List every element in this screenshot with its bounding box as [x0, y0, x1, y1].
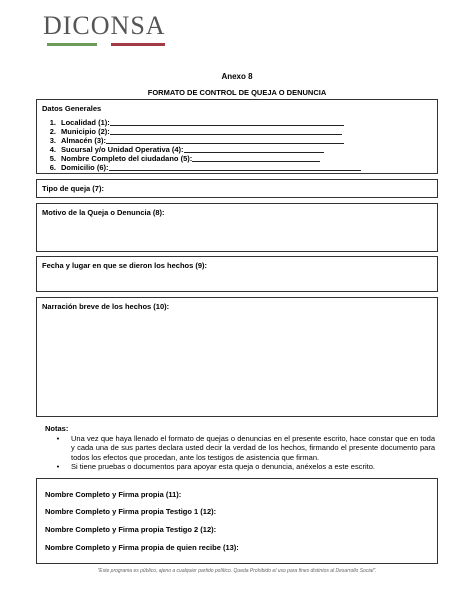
- logo-bars: [47, 43, 173, 46]
- almacen-field[interactable]: [106, 136, 344, 144]
- bullet-icon: •: [56, 461, 60, 471]
- sucursal-field[interactable]: [184, 145, 324, 153]
- signature-self[interactable]: Nombre Completo y Firma propia (11):: [45, 490, 182, 499]
- field-label: Localidad (1):: [61, 118, 110, 127]
- logo-text: DICONSA: [43, 11, 166, 40]
- signature-witness-1[interactable]: Nombre Completo y Firma propia Testigo 1 (12):: [45, 507, 217, 516]
- complaint-reason-box[interactable]: [36, 203, 438, 252]
- field-number: 5.: [49, 154, 56, 163]
- note-item: [45, 434, 435, 462]
- field-label: Domicilio (6):: [61, 163, 109, 172]
- date-place-box[interactable]: [36, 256, 438, 292]
- field-label: Municipio (2):: [61, 127, 110, 136]
- footer-disclaimer: "Este programa es público, ajeno a cualquier partido político. Queda Prohibido el uso para fines distintos al Desarrollo Social".: [97, 568, 377, 574]
- logo-green-bar: [47, 43, 97, 46]
- diconsa-logo: [43, 12, 173, 46]
- notes-list: [45, 434, 435, 471]
- general-data-box: [36, 99, 438, 174]
- general-field-sucursal: [37, 145, 437, 154]
- notes-section: [45, 424, 435, 471]
- general-field-domicilio: [37, 163, 437, 172]
- note-text: Una vez que haya llenado el formato de quejas o denuncias en el presente escrito, hace constar que en toda y cada una de sus partes declara usted decir la verdad de los hechos, firmando el presente documento para todos los efectos que procedan, ante los testigos de asistencia que firman.: [71, 434, 435, 462]
- field-label: Sucursal y/o Unidad Operativa (4):: [61, 145, 184, 154]
- signature-witness-2[interactable]: Nombre Completo y Firma propia Testigo 2 (12):: [45, 525, 217, 534]
- note-item: [45, 462, 435, 471]
- nombre-ciudadano-field[interactable]: [192, 154, 320, 162]
- notes-title: Notas:: [45, 424, 69, 433]
- domicilio-field[interactable]: [109, 163, 361, 171]
- general-data-list: [37, 118, 437, 172]
- date-place-label: Fecha y lugar en que se dieron los hechos (9):: [42, 261, 208, 270]
- bullet-icon: •: [56, 434, 60, 443]
- municipio-field[interactable]: [110, 127, 342, 135]
- form-title: FORMATO DE CONTROL DE QUEJA O DENUNCIA: [147, 88, 327, 97]
- narration-box[interactable]: [36, 297, 438, 417]
- field-label: Nombre Completo del ciudadano (5):: [61, 154, 193, 163]
- localidad-field[interactable]: [110, 118, 344, 126]
- general-field-almacen: [37, 136, 437, 145]
- complaint-reason-label: Motivo de la Queja o Denuncia (8):: [42, 208, 165, 217]
- general-field-localidad: [37, 118, 437, 127]
- logo-red-bar: [111, 43, 165, 46]
- general-field-municipio: [37, 127, 437, 136]
- field-label: Almacén (3):: [61, 136, 107, 145]
- field-number: 6.: [49, 163, 56, 172]
- narration-label: Narración breve de los hechos (10):: [42, 302, 170, 311]
- signature-receiver[interactable]: Nombre Completo y Firma propia de quien recibe (13):: [45, 543, 239, 552]
- field-number: 1.: [49, 118, 56, 127]
- note-text: Si tiene pruebas o documentos para apoyar esta queja o denuncia, anéxelos a este escrito.: [71, 461, 375, 471]
- complaint-type-box[interactable]: [36, 179, 438, 198]
- general-data-label: Datos Generales: [42, 104, 102, 113]
- annex-label: Anexo 8: [221, 72, 253, 81]
- field-number: 3.: [49, 136, 56, 145]
- field-number: 4.: [49, 145, 56, 154]
- signatures-box: [36, 478, 438, 564]
- general-field-nombre-ciudadano: [37, 154, 437, 163]
- field-number: 2.: [49, 127, 56, 136]
- complaint-type-label: Tipo de queja (7):: [42, 184, 104, 193]
